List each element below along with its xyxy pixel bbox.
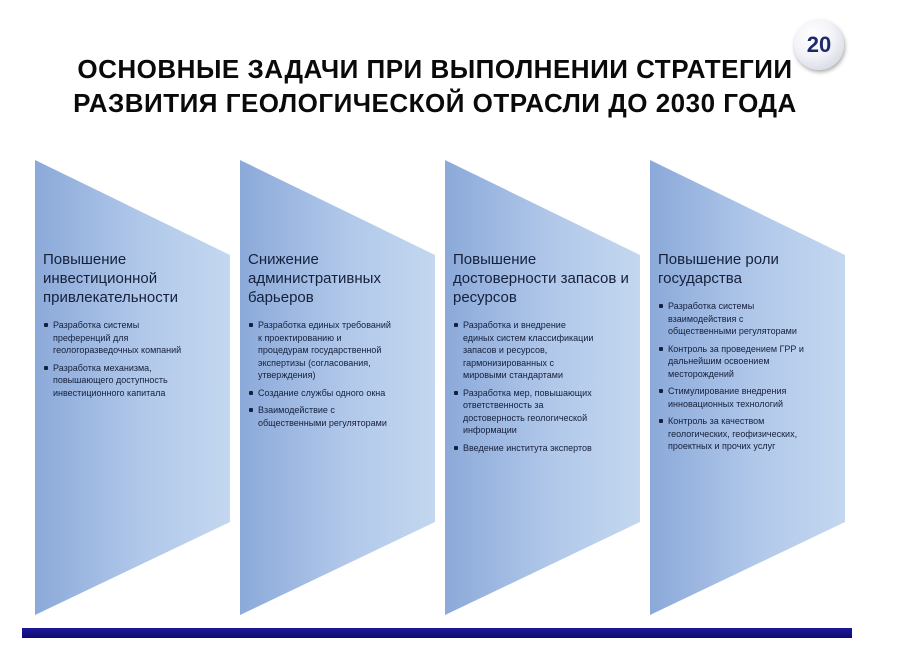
task-panel-investment [35, 160, 235, 615]
bullet-item: Введение института экспертов [453, 442, 629, 455]
bullet-item: Создание службы одного окна [248, 387, 424, 400]
bullet-list [453, 319, 629, 454]
bullet-item: Разработка мер, повышающих ответственность за достоверность геологической информации [453, 387, 629, 437]
bullet-item: Разработка и внедрение единых систем классификации запасов и ресурсов, гармонизированных с мировыми стандартами [453, 319, 629, 382]
task-panel-reserves [445, 160, 645, 615]
bullet-list [658, 300, 834, 453]
bullet-item: Разработка системы преференций для геологоразведочных компаний [43, 319, 219, 357]
bullet-item: Контроль за качеством геологических, геофизических, проектных и прочих услуг [658, 415, 834, 453]
title-line-1: ОСНОВНЫЕ ЗАДАЧИ ПРИ ВЫПОЛНЕНИИ СТРАТЕГИИ [77, 54, 793, 84]
bullet-list [248, 319, 424, 429]
slide-number: 20 [806, 32, 832, 57]
panel-heading: Повышение достоверности запасов и ресурсов [453, 251, 629, 306]
page-title [30, 52, 840, 120]
bullet-item: Контроль за проведением ГРР и дальнейшим освоением месторождений [658, 343, 834, 381]
title-line-2: РАЗВИТИЯ ГЕОЛОГИЧЕСКОЙ ОТРАСЛИ ДО 2030 ГОДА [73, 88, 797, 118]
panel-heading: Повышение инвестиционной привлекательности [43, 251, 178, 306]
bullet-item: Разработка единых требований к проектированию и процедурам государственной экспертизы (согласования, утверждения) [248, 319, 424, 382]
task-panel-admin-barriers [240, 160, 440, 615]
bullet-item: Стимулирование внедрения инновационных технологий [658, 385, 834, 410]
bottom-accent-bar [22, 628, 852, 638]
slide-number-badge [794, 20, 844, 70]
bullet-item: Разработка системы взаимодействия с общественными регуляторами [658, 300, 834, 338]
task-panel-state-role [650, 160, 850, 615]
bullet-list [43, 319, 219, 399]
panel-heading: Снижение административных барьеров [248, 251, 381, 306]
bullet-item: Взаимодействие с общественными регуляторами [248, 404, 424, 429]
bullet-item: Разработка механизма, повышающего доступность инвестиционного капитала [43, 362, 219, 400]
panel-heading: Повышение роли государства [658, 251, 779, 287]
